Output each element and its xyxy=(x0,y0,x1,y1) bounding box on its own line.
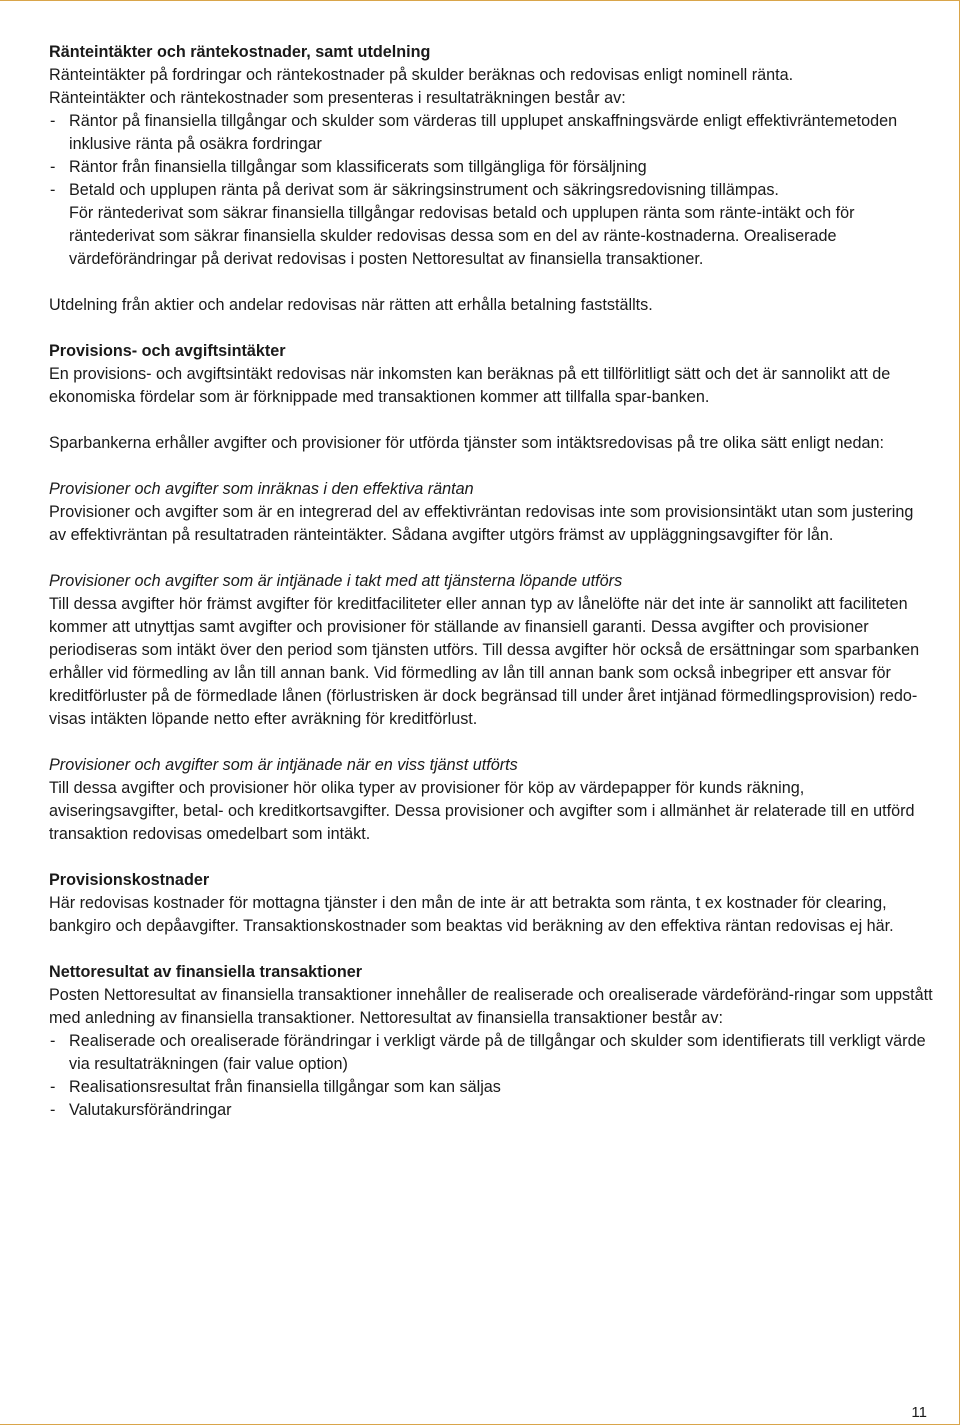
net-result-paragraph: Posten Nettoresultat av finansiella transaktioner innehåller de realiserade och orealiserade värdeföränd-ringar som uppstått med anledning av finansiella transaktioner. Nettoresultat av finansiella transaktioner består av: xyxy=(49,986,933,1027)
section-interest xyxy=(49,41,934,271)
section-net-result xyxy=(49,961,934,1122)
over-time-paragraph: Till dessa avgifter hör främst avgifter för kreditfaciliteter eller annan typ av lånelöfte när det inte är sannolikt att faciliteten kommer att utnyttjas samt avgifter och provisioner för ställande av finansiell garanti. Dessa avgifter och provisioner periodiseras som intäkt över den period som tjänsten utförs. Till dessa avgifter hör också de ersättningar som sparbanken erhåller vid förmedling av lån till annan bank. Vid förmedling av lån till annan bank som också inbegriper ett ansvar för kreditförluster på de förmedlade lånen (förlustrisken är dock begränsad till under året intjänad förmedlingsprovision) redo-visas intäkten löpande netto efter avräkning för kreditförlust. xyxy=(49,595,920,728)
section-dividend xyxy=(49,294,934,317)
commission-costs-paragraph: Här redovisas kostnader för mottagna tjänster i den mån de inte är att betrakta som ränta, t ex kostnader för clearing, bankgiro och depåavgifter. Transaktionskostnader som beaktas vid beräkning av den effektiva räntan redovisas ej här. xyxy=(49,894,894,935)
dividend-paragraph: Utdelning från aktier och andelar redovisas när rätten att erhålla betalning fastställts. xyxy=(49,296,653,314)
section-heading-commission-costs: Provisionskostnader xyxy=(49,871,210,889)
interest-derivatives-note: För räntederivat som säkrar finansiella tillgångar redovisas betald och upplupen ränta som ränte-intäkt och för räntederivat som säkrar finansiella skulder redovisas dessa som en del av ränte-kostnaderna. Orealiserade värdeförändringar på derivat redovisas i posten Nettoresultat av finansiella transaktioner. xyxy=(69,204,855,268)
effective-rate-paragraph: Provisioner och avgifter som är en integrerad del av effektivräntan redovisas inte som provisionsintäkt utan som justering av effektivräntan på resultatraden ränteintäkter. Sådana avgifter utgörs främst av uppläggningsavgifter för lån. xyxy=(49,503,914,544)
page-number: 11 xyxy=(911,1404,927,1421)
section-effective-rate xyxy=(49,478,934,547)
section-heading-interest: Ränteintäkter och räntekostnader, samt utdelning xyxy=(49,43,431,61)
interest-paragraph-2: Ränteintäkter och räntekostnader som presenteras i resultaträkningen består av: xyxy=(49,89,626,107)
commission-paragraph-1: En provisions- och avgiftsintäkt redovisas när inkomsten kan beräknas på ett tillförlitligt sätt och det är sannolikt att de ekonomiska fördelar som är förknippade med transaktionen kommer att tillfalla spar-banken. xyxy=(49,365,891,406)
list-item: - Realisationsresultat från finansiella tillgångar som kan säljas xyxy=(49,1076,934,1099)
section-commission-methods xyxy=(49,432,934,455)
section-commission-costs xyxy=(49,869,934,938)
section-over-time xyxy=(49,570,934,731)
section-heading-net-result: Nettoresultat av finansiella transaktioner xyxy=(49,963,363,981)
section-specific-service xyxy=(49,754,934,846)
subheading-over-time: Provisioner och avgifter som är intjänade i takt med att tjänsterna löpande utförs xyxy=(49,572,623,590)
subheading-specific-service: Provisioner och avgifter som är intjänade när en viss tjänst utförts xyxy=(49,756,518,774)
interest-paragraph-1: Ränteintäkter på fordringar och räntekostnader på skulder beräknas och redovisas enligt nominell ränta. xyxy=(49,66,794,84)
list-item: - Valutakursförändringar xyxy=(49,1099,934,1122)
subheading-effective-rate: Provisioner och avgifter som inräknas i den effektiva räntan xyxy=(49,480,474,498)
page-frame-top xyxy=(0,0,960,1)
list-item: - Räntor på finansiella tillgångar och skulder som värderas till upplupet anskaffningsvärde enligt effektivräntemetoden inklusive ränta på osäkra fordringar xyxy=(49,110,934,156)
document-page xyxy=(49,41,934,1122)
section-heading-commission: Provisions- och avgiftsintäkter xyxy=(49,342,286,360)
list-item: - Räntor från finansiella tillgångar som klassificerats som tillgängliga för försäljning xyxy=(49,156,934,179)
net-result-list xyxy=(49,1030,934,1122)
list-item: - Betald och upplupen ränta på derivat som är säkringsinstrument och säkringsredovisning tillämpas. xyxy=(49,179,934,202)
section-commission xyxy=(49,340,934,409)
specific-service-paragraph: Till dessa avgifter och provisioner hör olika typer av provisioner för köp av värdepapper för kunds räkning, aviseringsavgifter, betal- och kreditkortsavgifter. Dessa provisioner och avgifter som i allmänhet är relaterade till en utförd transaktion redovisas omedelbart som intäkt. xyxy=(49,779,915,843)
commission-paragraph-2: Sparbankerna erhåller avgifter och provisioner för utförda tjänster som intäktsredovisas på tre olika sätt enligt nedan: xyxy=(49,434,884,452)
interest-list xyxy=(49,110,934,202)
list-item: - Realiserade och orealiserade förändringar i verkligt värde på de tillgångar och skulder som identifierats till verkligt värde via resultaträkningen (fair value option) xyxy=(49,1030,934,1076)
